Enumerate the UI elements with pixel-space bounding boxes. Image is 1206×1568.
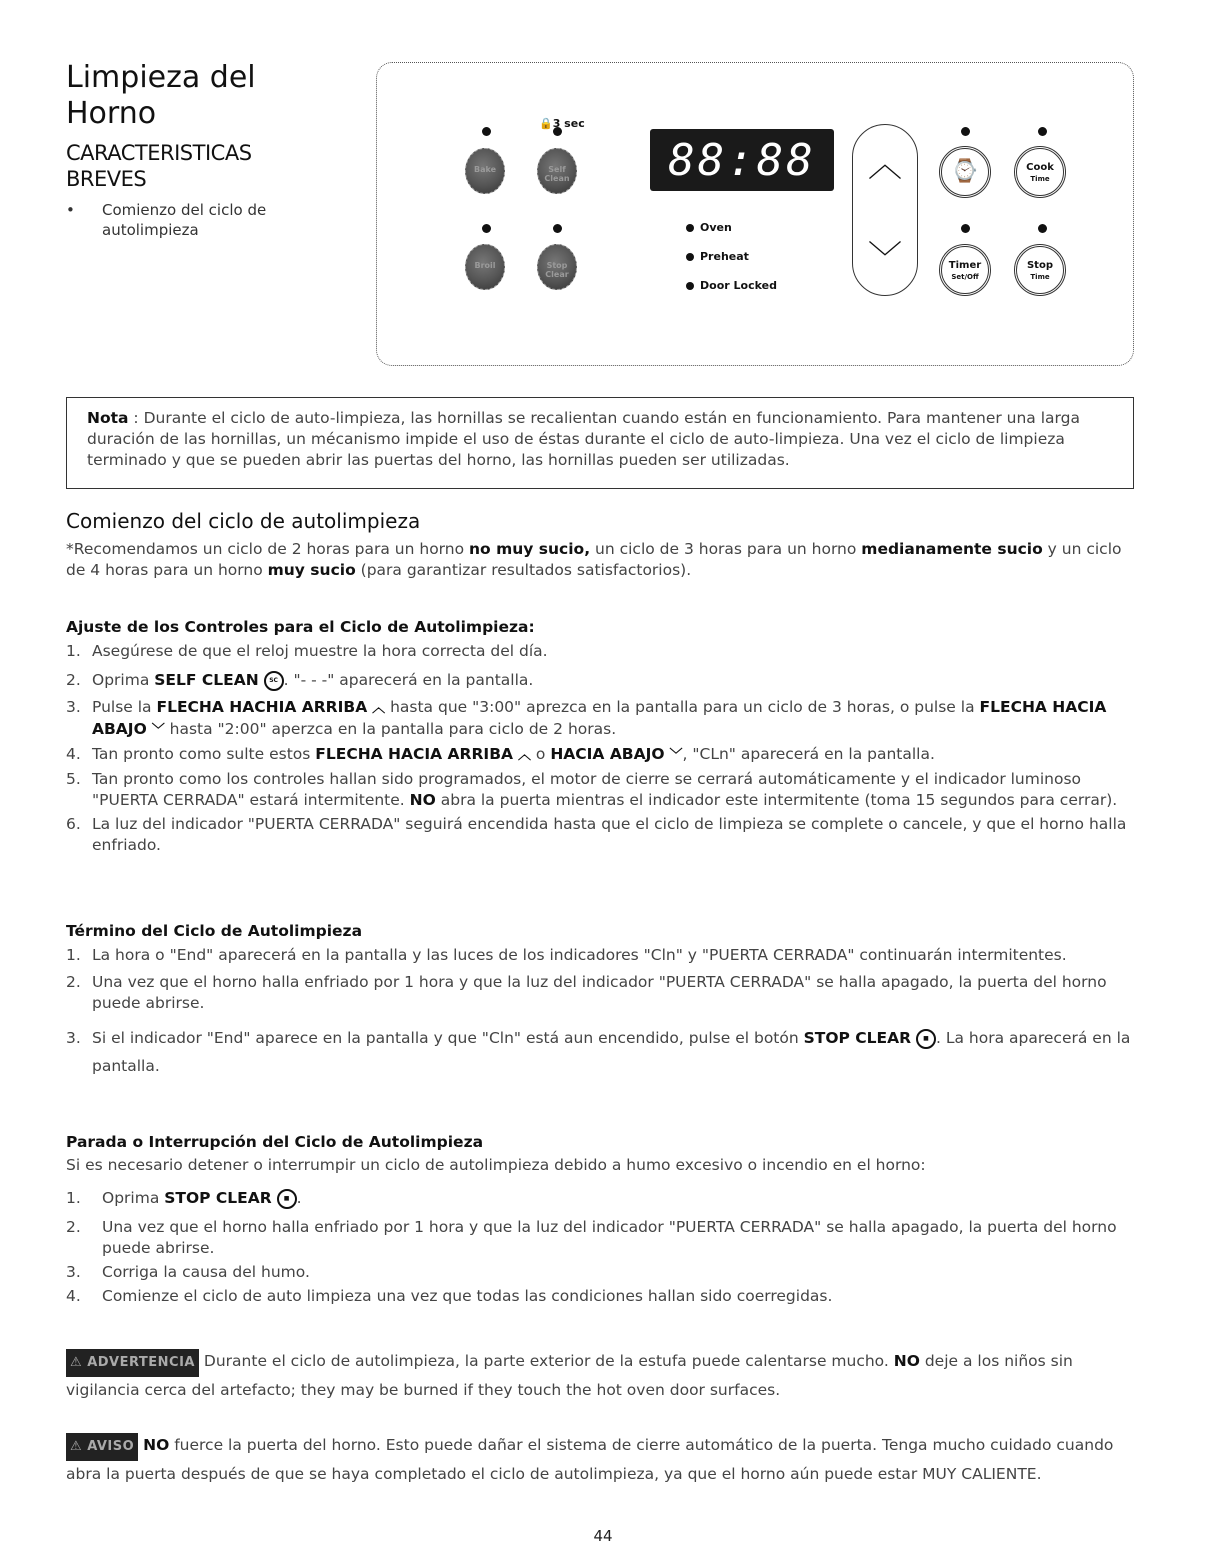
list-item-text: La luz del indicador "PUERTA CERRADA" seguirá encendida hasta que el ciclo de limpieza se complete o cancele, y que el horno halla enfriado. — [92, 815, 1127, 854]
list-item-text: La hora o "End" aparecerá en la pantalla y las luces de los indicadores "Cln" y "PUERTA CERRADA" continuarán intermitentes. — [92, 946, 1067, 964]
arrow-down-icon[interactable]: ﹀ — [868, 239, 902, 279]
list-item-bold: SELF CLEAN — [154, 671, 259, 689]
intro-text: y un ciclo de 4 horas para un horno — [66, 540, 1122, 579]
list-item-text: Tan pronto como sulte estos — [92, 745, 316, 763]
list-item-text: Asegúrese de que el reloj muestre la hora correcta del día. — [92, 642, 548, 660]
section-intro — [66, 539, 1136, 581]
warning-bold: NO — [893, 1352, 920, 1370]
indicator-dot — [961, 127, 970, 136]
stop-time-label: Stop — [1026, 260, 1053, 271]
list-item-bold: FLECHA HACIA ABAJO — [92, 698, 1107, 738]
stop-clear-icon: ■ — [277, 1189, 297, 1209]
list-item-bold: HACIA ABAJO — [550, 745, 665, 763]
oven-indicator — [686, 221, 732, 234]
control-panel — [376, 62, 1134, 366]
timer-button[interactable] — [939, 244, 991, 296]
intro-bold: no muy sucio, — [469, 540, 591, 558]
list-item: 3. Pulse la FLECHA HACHIA ARRIBA ︿ hasta que "3:00" aprezca en la pantalla para un ciclo de 3 horas, o pulse la FLECHA HACIA ABAJO ﹀ hasta "2:00" aperzca en la pantalla para ciclo de 2 horas. — [66, 698, 1107, 738]
parada-intro: Si es necesario detener o interrumpir un ciclo de autolimpieza debido a humo excesivo o incendio en el horno: — [66, 1156, 926, 1174]
bullet-icon: • — [66, 201, 75, 219]
preheat-indicator — [686, 250, 749, 263]
note-text: : Durante el ciclo de auto-limpieza, las hornillas se recalientan cuando están en funcionamiento. Para mantener una larga duración de las hornillas, un mécanismo impide el uso de éstas durante el ciclo de auto-limpieza. Una vez el ciclo de limpieza terminado y que se pueden abrir las puertas del horno, las hornillas pueden ser utilizadas. — [87, 409, 1080, 469]
door-locked-label: Door Locked — [700, 279, 777, 292]
parada-list — [66, 1188, 1136, 1310]
bake-button[interactable] — [465, 148, 505, 194]
note-label: Nota — [87, 409, 129, 427]
list-item: 4. Comienze el ciclo de auto limpieza una vez que todas las condiciones hallan sido coerregidas. — [66, 1287, 833, 1305]
list-item-text: Comienze el ciclo de auto limpieza una vez que todas las condiciones hallan sido coerregidas. — [102, 1287, 833, 1305]
lock-icon: 🔒3 sec — [539, 117, 585, 130]
indicator-dot — [1038, 224, 1047, 233]
list-item: 3. Corriga la causa del humo. — [66, 1263, 310, 1281]
warning-advertencia — [66, 1348, 1136, 1403]
list-item-text: hasta "2:00" aperzca en la pantalla para ciclo de 2 horas. — [164, 720, 617, 738]
warning-badge: ⚠ AVISO — [66, 1433, 138, 1461]
clock-display — [650, 129, 834, 191]
termino-heading: Término del Ciclo de Autolimpieza — [66, 922, 363, 940]
list-item-text: Pulse la — [92, 698, 157, 716]
list-item-bold: FLECHA HACIA ARRIBA — [315, 745, 514, 763]
list-item: 1. Oprima STOP CLEAR ■ . — [66, 1189, 302, 1207]
page-title — [66, 60, 256, 132]
list-item: 1. La hora o "End" aparecerá en la pantalla y las luces de los indicadores "Cln" y "PUERTA CERRADA" continuarán intermitentes. — [66, 946, 1067, 964]
page-subtitle — [66, 140, 252, 192]
parada-heading: Parada o Interrupción del Ciclo de Autolimpieza — [66, 1133, 484, 1151]
list-item-text: Una vez que el horno halla enfriado por 1 hora y que la luz del indicador "PUERTA CERRADA" se halla apagado, la puerta del horno puede abrirse. — [92, 973, 1107, 1012]
list-item: 4. Tan pronto como sulte estos FLECHA HACIA ARRIBA ︿ o HACIA ABAJO ﹀, "CLn" aparecerá en la pantalla. — [66, 745, 935, 763]
list-item-text: Oprima — [102, 1189, 165, 1207]
list-item-bold: STOP CLEAR — [803, 1029, 912, 1047]
subtitle-line-2: BREVES — [66, 167, 147, 191]
list-item-text: abra la puerta mientras el indicador este intermitente (toma 15 segundos para cerrar). — [435, 791, 1118, 809]
oven-indicator-label: Oven — [700, 221, 732, 234]
list-item-text: . La hora aparecerá en la pantalla. — [92, 1029, 1131, 1075]
cook-time-button[interactable] — [1014, 146, 1066, 198]
list-item: 5. Tan pronto como los controles hallan sido programados, el motor de cierre se cerrará automáticamente y el indicador luminoso "PUERTA CERRADA" estará intermitente. NO abra la puerta mientras el indicador este intermitente (toma 15 segundos para cerrar). — [66, 770, 1118, 809]
stop-clear-label: Stop Clear — [545, 261, 569, 279]
warning-text: Durante el ciclo de autolimpieza, la parte exterior de la estufa puede calentarse mucho. — [198, 1352, 894, 1370]
warning-text: fuerce la puerta del horno. Esto puede dañar el sistema de cierre automático de la puerta. Tenga mucho cuidado cuando abra la puerta después de que se haya completado el ciclo de autolimpieza, ya que el horno aún puede estar MUY CALIENTE. — [66, 1436, 1114, 1483]
arrow-down-icon: ﹀ — [669, 748, 683, 763]
stop-clear-button[interactable] — [537, 244, 577, 290]
indicator-dot — [482, 127, 491, 136]
list-item: 1. Asegúrese de que el reloj muestre la hora correcta del día. — [66, 642, 548, 660]
warning-badge: ⚠ ADVERTENCIA — [66, 1349, 199, 1377]
feature-list — [66, 200, 326, 240]
timer-sublabel: Set/Off — [951, 273, 979, 281]
indicator-dot — [1038, 127, 1047, 136]
warning-bold: NO — [143, 1436, 170, 1454]
list-item: 2. Una vez que el horno halla enfriado por 1 hora y que la luz del indicador "PUERTA CERRADA" se halla apagado, la puerta del horno puede abrirse. — [66, 973, 1107, 1012]
self-clean-label: Self Clean — [544, 165, 570, 183]
intro-bold: muy sucio — [267, 561, 356, 579]
indicator-dot — [482, 224, 491, 233]
stop-clear-icon: ■ — [916, 1029, 936, 1049]
arrow-keys — [852, 124, 918, 296]
feature-item: Comienzo del ciclo de autolimpieza — [102, 201, 267, 239]
timer-label: Timer — [948, 260, 982, 271]
list-item-text: Si el indicador "End" aparece en la pantalla y que "Cln" está aun encendido, pulse el botón — [92, 1029, 804, 1047]
clock-button[interactable] — [939, 146, 991, 198]
self-clean-button[interactable] — [537, 148, 577, 194]
list-item-text: , "CLn" aparecerá en la pantalla. — [682, 745, 935, 763]
list-item-bold: NO — [409, 791, 436, 809]
preheat-indicator-label: Preheat — [700, 250, 749, 263]
list-item-text: . "- - -" aparecerá en la pantalla. — [283, 671, 534, 689]
ajuste-heading: Ajuste de los Controles para el Ciclo de Autolimpieza: — [66, 618, 535, 636]
list-item-bold: STOP CLEAR — [164, 1189, 272, 1207]
list-item-text: . — [296, 1189, 302, 1207]
list-item-text: o — [530, 745, 551, 763]
arrow-up-icon[interactable]: ︿ — [868, 145, 902, 185]
clock-icon: ⌚ — [951, 159, 979, 184]
list-item-text: Tan pronto como los controles hallan sido programados, el motor de cierre se cerrará automáticamente y el indicador luminoso "PUERTA CERRADA" estará intermitente. — [92, 770, 1082, 809]
termino-list — [66, 945, 1136, 1083]
stop-time-button[interactable] — [1014, 244, 1066, 296]
list-item-text: hasta que "3:00" aprezca en la pantalla para un ciclo de 3 horas, o pulse la — [385, 698, 980, 716]
indicator-dot — [553, 224, 562, 233]
arrow-up-icon: ︿ — [517, 748, 531, 763]
cook-time-sublabel: Time — [1030, 175, 1050, 183]
intro-bold: medianamente sucio — [861, 540, 1043, 558]
bake-label: Bake — [473, 165, 497, 174]
display-digits: 88:88 — [668, 135, 816, 186]
warning-badge-label: AVISO — [87, 1439, 135, 1454]
broil-label: Broil — [474, 261, 496, 270]
section-heading: Comienzo del ciclo de autolimpieza — [66, 509, 421, 533]
subtitle-line-1: CARACTERISTICAS — [66, 141, 252, 165]
self-clean-icon: SC — [264, 671, 284, 691]
arrow-down-icon: ﹀ — [151, 723, 165, 738]
list-item-text: Oprima — [92, 671, 155, 689]
indicator-dot — [961, 224, 970, 233]
warning-aviso — [66, 1432, 1136, 1487]
list-item: 6. La luz del indicador "PUERTA CERRADA" seguirá encendida hasta que el ciclo de limpieza se complete o cancele, y que el horno halla enfriado. — [66, 815, 1127, 854]
list-item: 2. Oprima SELF CLEAN SC . "- - -" aparecerá en la pantalla. — [66, 671, 534, 689]
intro-text: *Recomendamos un ciclo de 2 horas para un horno — [66, 540, 470, 558]
cook-time-label: Cook — [1026, 162, 1054, 173]
broil-button[interactable] — [465, 244, 505, 290]
lock-label: 3 sec — [552, 117, 585, 130]
title-line-2: Horno — [66, 96, 157, 131]
list-item: 2. Una vez que el horno halla enfriado por 1 hora y que la luz del indicador "PUERTA CERRADA" se halla apagado, la puerta del horno puede abrirse. — [66, 1218, 1117, 1257]
list-item-bold: FLECHA HACHIA ARRIBA — [156, 698, 368, 716]
list-item-text: Una vez que el horno halla enfriado por 1 hora y que la luz del indicador "PUERTA CERRADA" se halla apagado, la puerta del horno puede abrirse. — [102, 1218, 1117, 1257]
note-box — [66, 397, 1134, 489]
warning-badge-label: ADVERTENCIA — [87, 1355, 195, 1370]
stop-time-sublabel: Time — [1030, 273, 1050, 281]
arrow-up-icon: ︿ — [372, 701, 386, 716]
page-number: 44 — [593, 1527, 613, 1545]
warning-text: deje a los niños sin vigilancia cerca del artefacto; they may be burned if they touch the hot oven door surfaces. — [66, 1352, 1073, 1399]
list-item: 3. Si el indicador "End" aparece en la pantalla y que "Cln" está aun encendido, pulse el botón STOP CLEAR ■ . La hora aparecerá en la pantalla. — [66, 1029, 1131, 1075]
list-item-text: Corriga la causa del humo. — [102, 1263, 310, 1281]
door-locked-indicator — [686, 279, 777, 292]
intro-text: un ciclo de 3 horas para un horno — [590, 540, 862, 558]
intro-text: (para garantizar resultados satisfactorios). — [355, 561, 692, 579]
title-line-1: Limpieza del — [66, 60, 256, 95]
ajuste-list — [66, 641, 1136, 859]
